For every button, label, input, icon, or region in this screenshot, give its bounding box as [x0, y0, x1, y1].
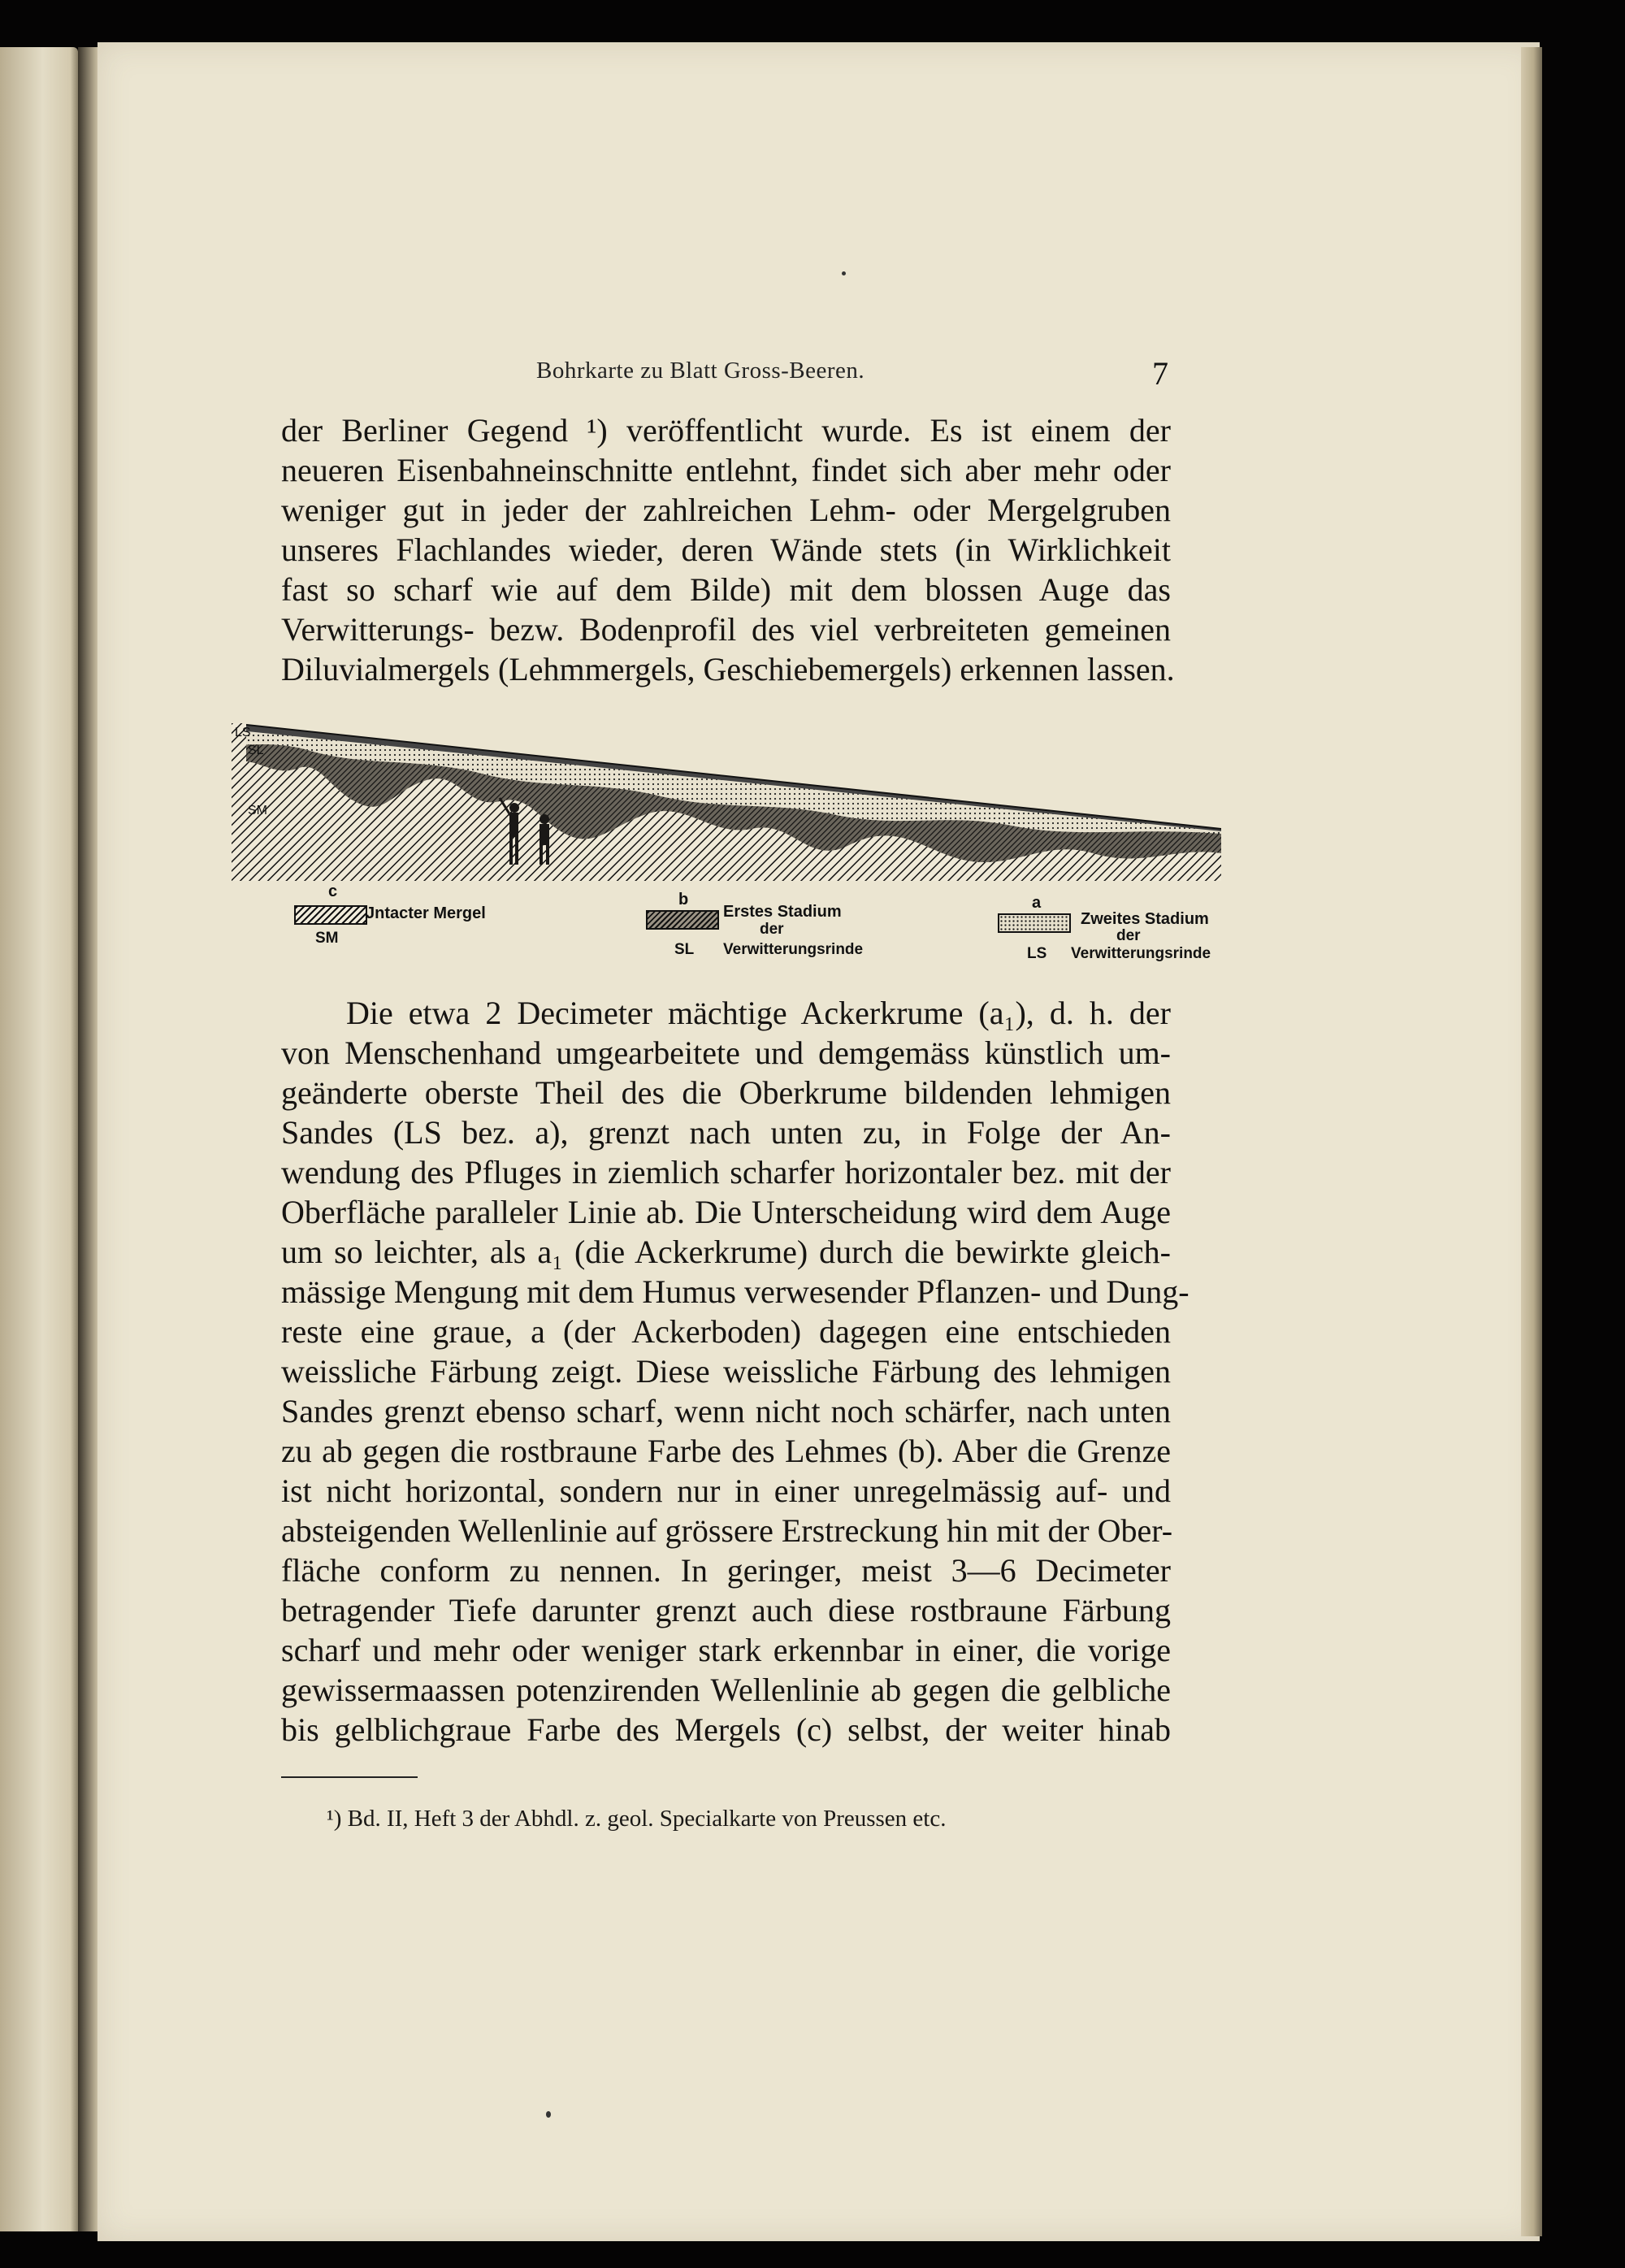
legend-letter: a — [1032, 894, 1042, 912]
legend-sub: Verwitterungsrinde — [723, 941, 864, 958]
text-line: weniger gut in jeder der zahlreichen Lehm- oder Mergelgruben — [281, 492, 1171, 528]
legend-code: SM — [315, 930, 339, 947]
text-line: bis gelblichgraue Farbe des Mergels (c) selbst, der weiter hinab — [281, 1711, 1171, 1748]
text-line: gewissermaassen potenzirenden Wellenlinie ab gegen die gelbliche — [281, 1672, 1171, 1708]
text-line: fläche conform zu nennen. In geringer, meist 3—6 Decimeter — [281, 1552, 1171, 1589]
text-line: Sandes (LS bez. a), grenzt nach unten zu, in Folge der An- — [281, 1114, 1171, 1151]
running-head: Bohrkarte zu Blatt Gross-Beeren. — [536, 358, 865, 384]
paragraph-1 — [281, 410, 1175, 689]
text-line: reste eine graue, a (der Ackerboden) dagegen eine entschieden — [281, 1313, 1171, 1350]
page-number: 7 — [1152, 355, 1168, 392]
paper-speck — [546, 2111, 551, 2118]
text-line: Sandes grenzt ebenso scharf, wenn nicht noch schärfer, nach unten — [281, 1393, 1171, 1429]
profile-label-sl: SL — [248, 744, 264, 757]
legend-letter: b — [678, 891, 689, 909]
text-line: Die etwa 2 Decimeter mächtige Ackerkrume (a₁), d. h. der — [346, 995, 1171, 1031]
text-line: Oberfläche paralleler Linie ab. Die Unterscheidung wird dem Auge — [281, 1194, 1171, 1230]
text-line: absteigenden Wellenlinie auf grössere Erstreckung hin mit der Ober- — [281, 1512, 1173, 1549]
text-line: wendung des Pfluges in ziemlich scharfer horizontaler bez. mit der — [281, 1154, 1171, 1190]
text-line: unseres Flachlandes wieder, deren Wände stets (in Wirklichkeit — [281, 531, 1171, 568]
text-line: weissliche Färbung zeigt. Diese weissliche Färbung des lehmigen — [281, 1353, 1171, 1390]
legend-swatch-sand — [998, 913, 1071, 933]
text-line: Verwitterungs- bezw. Bodenprofil des viel verbreiteten gemeinen — [281, 611, 1171, 648]
legend-letter: c — [328, 882, 338, 900]
legend-sub: Verwitterungsrinde — [1071, 945, 1211, 962]
legend-label: Erstes Stadium — [723, 903, 842, 921]
text-line: ist nicht horizontal, sondern nur in einer unregelmässig auf- und — [281, 1472, 1171, 1509]
footnote-rule — [281, 1776, 418, 1778]
text-line: fast so scharf wie auf dem Bilde) mit dem blossen Auge das — [281, 571, 1171, 608]
text-line: scharf und mehr oder weniger stark erkennbar in einer, die vorige — [281, 1632, 1171, 1668]
book-gutter — [78, 47, 98, 2231]
text-line: der Berliner Gegend ¹) veröffentlicht wurde. Es ist einem der — [281, 412, 1171, 449]
legend-sub: der — [760, 921, 784, 938]
text-line: neueren Eisenbahneinschnitte entlehnt, findet sich aber mehr oder — [281, 452, 1171, 488]
text-line: von Menschenhand umgearbeitete und demgemäss künstlich um- — [281, 1034, 1171, 1071]
left-page-edge — [0, 47, 78, 2231]
profile-label-ls: LS — [235, 726, 251, 739]
right-page-edge — [1521, 47, 1542, 2236]
soil-profile-drawing — [232, 723, 1221, 886]
legend-sub: der — [1116, 927, 1141, 944]
text-line: zu ab gegen die rostbraune Farbe des Lehmes (b). Aber die Grenze — [281, 1433, 1171, 1469]
legend-code: LS — [1027, 945, 1047, 962]
paragraph-2 — [281, 993, 1190, 1750]
legend-code: SL — [674, 941, 695, 958]
text-line: geänderte oberste Theil des die Oberkrume bildenden lehmigen — [281, 1074, 1171, 1111]
profile-label-sm: SM — [248, 804, 267, 817]
text-line: um so leichter, als a₁ (die Ackerkrume) durch die bewirkte gleich- — [281, 1234, 1171, 1270]
soil-profile-figure — [232, 723, 1221, 886]
legend-swatch-marl — [294, 905, 367, 925]
legend-label: Zweites Stadium — [1081, 910, 1209, 928]
footnote: ¹) Bd. II, Heft 3 der Abhdl. z. geol. Specialkarte von Preussen etc. — [327, 1806, 947, 1832]
text-line: Diluvialmergels (Lehmmergels, Geschiebemergels) erkennen lassen. — [281, 651, 1175, 687]
paper-speck — [842, 271, 846, 275]
legend-label: Jntacter Mergel — [366, 904, 486, 922]
text-line: betragender Tiefe darunter grenzt auch diese rostbraune Färbung — [281, 1592, 1171, 1628]
legend-swatch-loam — [646, 910, 719, 930]
text-line: mässige Mengung mit dem Humus verwesender Pflanzen- und Dung- — [281, 1273, 1190, 1310]
profile-edge — [232, 723, 246, 881]
